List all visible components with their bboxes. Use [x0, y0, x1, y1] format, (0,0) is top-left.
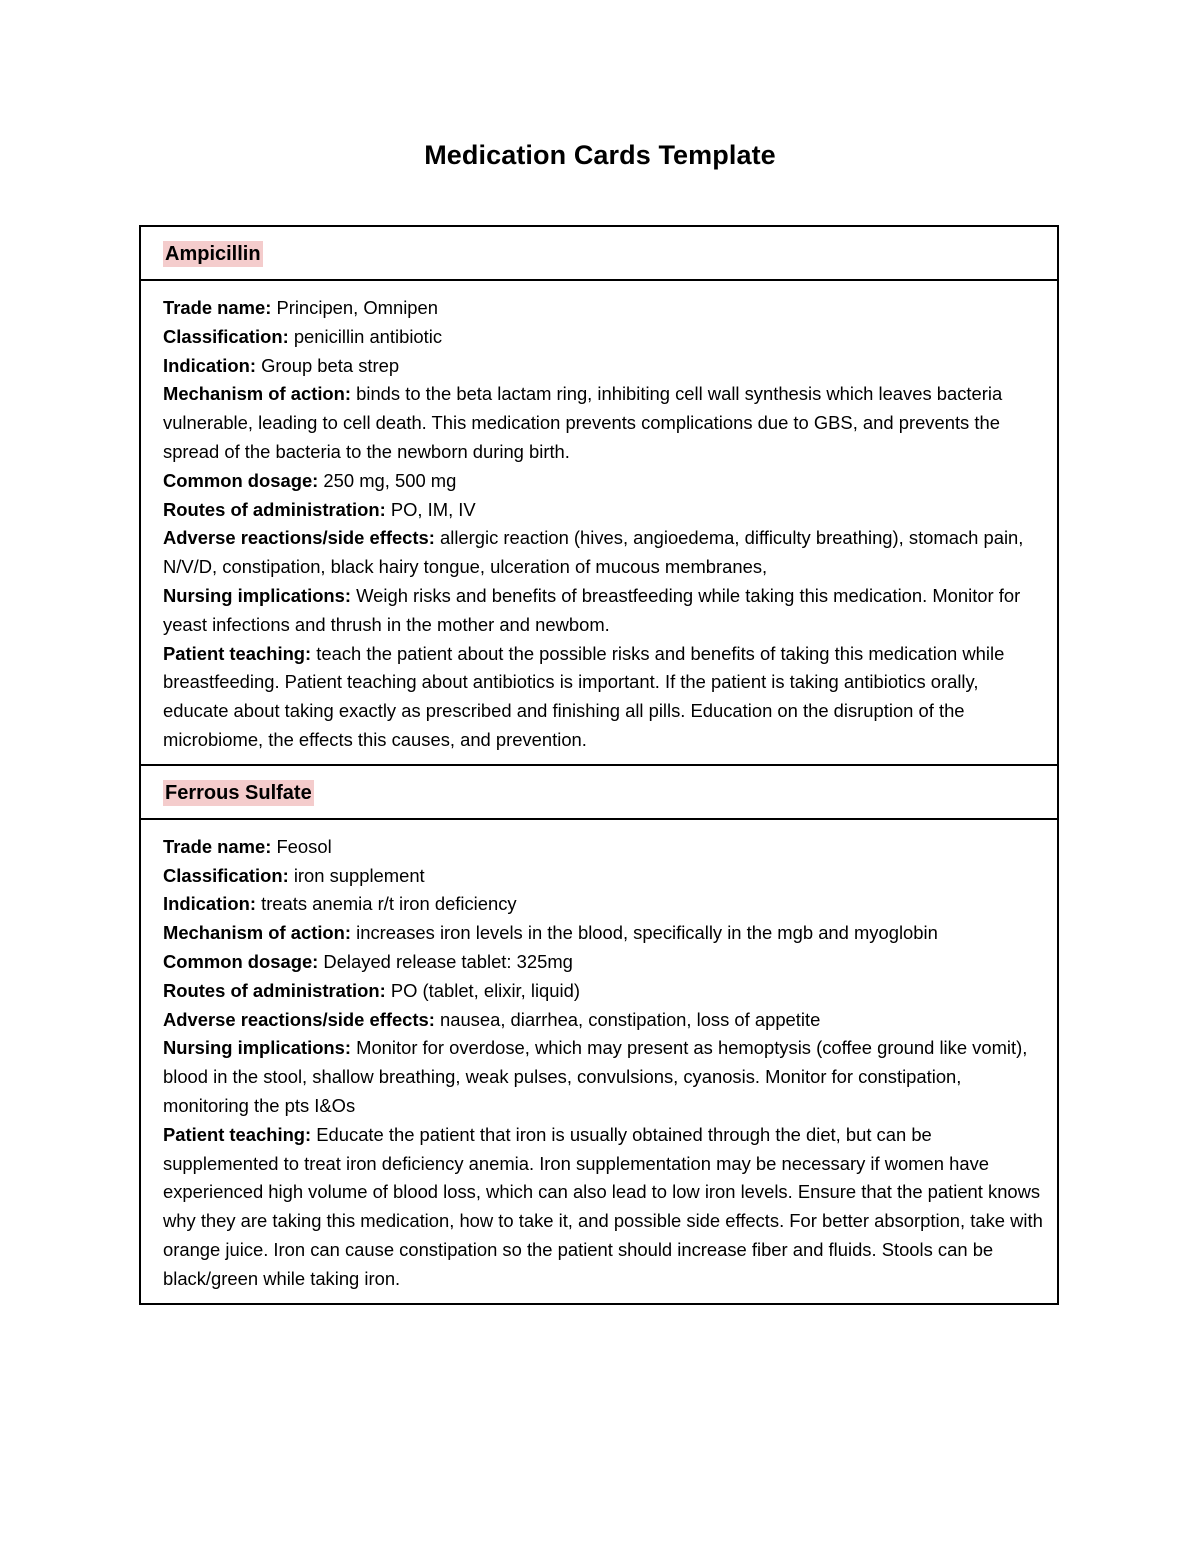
field-value: treats anemia r/t iron deficiency — [255, 893, 517, 915]
field-value: penicillin antibiotic — [288, 325, 443, 347]
field-label: Mechanism of action: — [163, 922, 352, 944]
field-label: Adverse reactions/side effects: — [163, 527, 435, 549]
field-classification — [163, 862, 1043, 891]
field-common-dosage — [163, 467, 1043, 496]
field-mechanism-of-action — [163, 919, 1043, 948]
field-label: Patient teaching: — [163, 1123, 312, 1145]
field-mechanism-of-action — [163, 380, 1043, 466]
card-body-ferrous-sulfate — [141, 820, 1057, 1303]
field-indication — [163, 352, 1043, 381]
medication-cards-table — [139, 225, 1059, 1305]
card-header-ferrous-sulfate — [141, 766, 1057, 820]
field-value: allergic reaction (hives, angioedema, difficulty breathing), stomach pain, N/V/D, constipation, black hairy tongue, ulceration of mucous membranes, — [163, 527, 1024, 578]
field-value: binds to the beta lactam ring, inhibiting cell wall synthesis which leaves bacteria vulnerable, leading to cell death. This medication prevents complications due to GBS, and prevents the spread of the bacteria to the newborn during birth. — [163, 383, 1003, 462]
field-value: nausea, diarrhea, constipation, loss of appetite — [434, 1008, 821, 1030]
field-label: Adverse reactions/side effects: — [163, 1008, 435, 1030]
field-value: PO (tablet, elixir, liquid) — [385, 979, 580, 1001]
card-header-ampicillin — [141, 227, 1057, 281]
field-label: Classification: — [163, 864, 289, 886]
field-value: Group beta strep — [255, 354, 400, 376]
field-adverse-reactions — [163, 1006, 1043, 1035]
field-indication — [163, 890, 1043, 919]
field-value: Delayed release tablet: 325mg — [318, 950, 573, 972]
field-value: iron supplement — [288, 864, 425, 886]
field-value: Monitor for overdose, which may present as hemoptysis (coffee ground like vomit), blood in the stool, shallow breathing, weak pulses, convulsions, cyanosis. Monitor for constipation, monitoring the pts I&Os — [163, 1037, 1028, 1116]
field-label: Indication: — [163, 354, 256, 376]
field-nursing-implications — [163, 582, 1043, 640]
field-label: Common dosage: — [163, 469, 319, 491]
card-body-ampicillin — [141, 281, 1057, 766]
field-label: Classification: — [163, 325, 289, 347]
field-value: increases iron levels in the blood, specifically in the mgb and myoglobin — [351, 922, 938, 944]
field-routes-of-administration — [163, 496, 1043, 525]
field-value: 250 mg, 500 mg — [318, 469, 457, 491]
field-classification — [163, 323, 1043, 352]
field-value: Educate the patient that iron is usually obtained through the diet, but can be supplemented to treat iron deficiency anemia. Iron supplementation may be necessary if women have experienced high volume of blood loss, which can also lead to low iron levels. Ensure that the patient knows why they are taking this medication, how to take it, and possible side effects. For better absorption, take with orange juice. Iron can cause constipation so the patient should increase fiber and fluids. Stools can be black/green while taking iron. — [163, 1123, 1043, 1289]
field-label: Routes of administration: — [163, 979, 386, 1001]
field-patient-teaching — [163, 640, 1043, 755]
field-trade-name — [163, 294, 1043, 323]
field-label: Trade name: — [163, 297, 272, 318]
drug-name: Ferrous Sulfate — [165, 781, 312, 804]
field-value: Principen, Omnipen — [271, 297, 438, 318]
field-patient-teaching — [163, 1121, 1043, 1294]
field-value: PO, IM, IV — [385, 498, 476, 520]
field-label: Mechanism of action: — [163, 383, 352, 405]
field-label: Indication: — [163, 893, 256, 915]
field-trade-name — [163, 833, 1043, 862]
field-routes-of-administration — [163, 977, 1043, 1006]
field-nursing-implications — [163, 1034, 1043, 1120]
field-label: Nursing implications: — [163, 1037, 352, 1059]
field-label: Routes of administration: — [163, 498, 386, 520]
field-value: Feosol — [271, 835, 332, 857]
field-label: Patient teaching: — [163, 642, 312, 664]
field-value: teach the patient about the possible risks and benefits of taking this medication while breastfeeding. Patient teaching about antibiotics is important. If the patient is taking antibiotics orally, educate about taking exactly as prescribed and finishing all pills. Education on the disruption of the microbiome, the effects this causes, and prevention. — [163, 642, 1005, 750]
field-value: Weigh risks and benefits of breastfeeding while taking this medication. Monitor for yeast infections and thrush in the mother and newbom. — [163, 584, 1021, 635]
page-title: Medication Cards Template — [424, 140, 776, 170]
field-label: Nursing implications: — [163, 584, 352, 606]
field-label: Common dosage: — [163, 950, 319, 972]
field-common-dosage — [163, 948, 1043, 977]
field-label: Trade name: — [163, 835, 272, 857]
drug-name: Ampicillin — [165, 243, 261, 265]
field-adverse-reactions — [163, 524, 1043, 582]
